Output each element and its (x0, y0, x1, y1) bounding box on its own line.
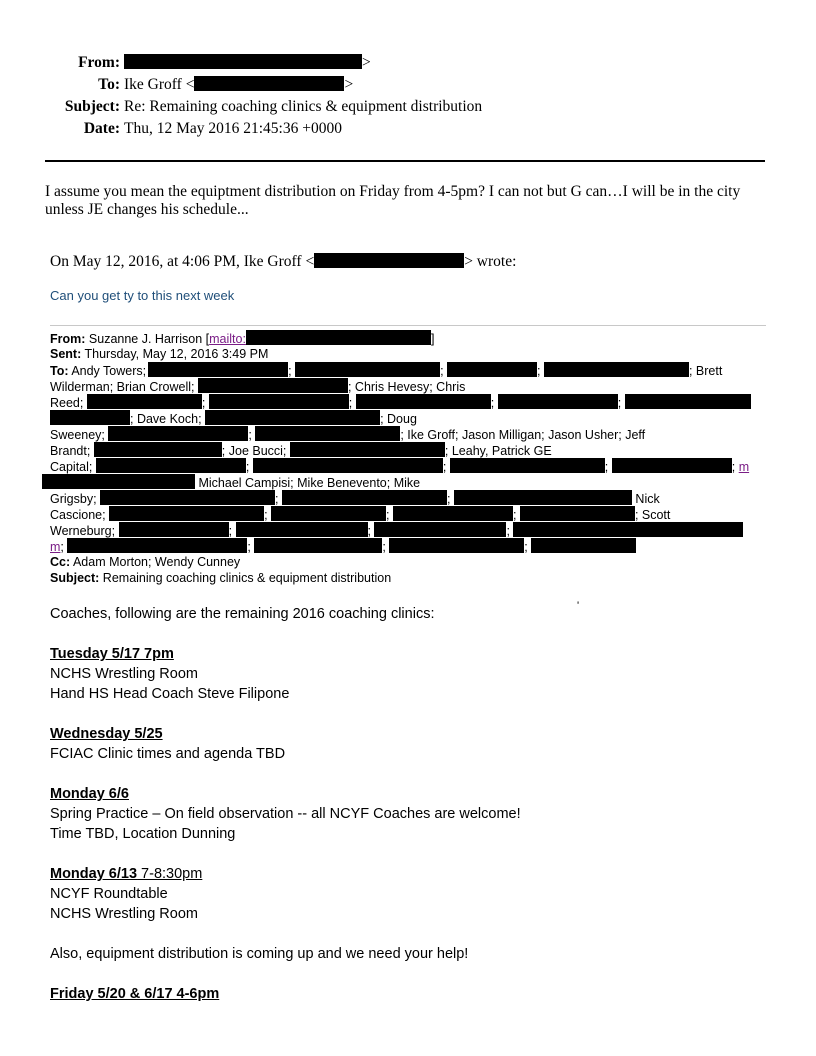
clinic-heading: Monday 6/13 7-8:30pm (50, 866, 203, 882)
redaction (50, 410, 130, 425)
original-from-row: From: Suzanne J. Harrison [mailto: ] (50, 332, 435, 346)
clinics-section (50, 604, 766, 1004)
recipient-line: m; ; ; ; (50, 538, 766, 554)
redaction (450, 458, 605, 473)
redaction (205, 410, 380, 425)
subject-row (40, 96, 482, 118)
redaction (194, 76, 344, 91)
clinic-heading: Monday 6/6 (50, 786, 129, 802)
redaction (513, 522, 743, 537)
redaction (198, 378, 348, 393)
from-label: From: (78, 54, 120, 71)
clinic-line: NCHS Wrestling Room (50, 906, 198, 922)
redaction (520, 506, 635, 521)
clinic-line: Time TBD, Location Dunning (50, 826, 236, 842)
clinic-heading: Tuesday 5/17 7pm (50, 646, 174, 662)
redaction (253, 458, 443, 473)
redaction (109, 506, 264, 521)
reply-body: I assume you mean the equiptment distribution on Friday from 4-5pm? I can not but G can…I will be in the city unless JE changes his schedule... (45, 183, 741, 218)
redaction (290, 442, 445, 457)
quote-intro: On May 12, 2016, at 4:06 PM, Ike Groff < > wrote: (50, 253, 517, 270)
email-link[interactable]: m (738, 460, 750, 474)
redaction (209, 394, 349, 409)
redaction (124, 54, 362, 69)
redaction (393, 506, 513, 521)
redaction (612, 458, 732, 473)
clinic-heading: Wednesday 5/25 (50, 726, 163, 742)
original-cc-row: Cc: Adam Morton; Wendy Cunney (50, 555, 241, 569)
clinic-line: NCYF Roundtable (50, 886, 168, 902)
header-divider (45, 160, 765, 162)
original-subject-row: Subject: Remaining coaching clinics & equipment distribution (50, 571, 392, 585)
redaction (87, 394, 202, 409)
equipment-note: Also, equipment distribution is coming up and we need your help! (50, 946, 469, 962)
redaction (454, 490, 632, 505)
recipient-line: Werneburg; ; ; ; (50, 522, 766, 538)
redaction (374, 522, 506, 537)
redaction (42, 474, 195, 489)
to-name: Ike Groff < (124, 76, 195, 93)
redaction (531, 538, 636, 553)
redaction (498, 394, 618, 409)
stray-mark: ' (577, 600, 580, 612)
email-header (40, 52, 482, 140)
redaction (295, 362, 440, 377)
subject-label: Subject: (64, 98, 120, 115)
recipient-line: Sweeney; ; ; Ike Groff; Jason Milligan; Jason Usher; Jeff (50, 428, 646, 442)
redaction (108, 426, 248, 441)
redaction (544, 362, 689, 377)
redaction (96, 458, 246, 473)
redaction (119, 522, 229, 537)
original-header (50, 330, 766, 586)
forward-note: Can you get ty to this next week (50, 288, 235, 303)
quote-divider (50, 325, 766, 326)
recipient-line: Grigsby; ; ; Nick (50, 492, 660, 506)
clinic-line: Spring Practice – On field observation -- all NCYF Coaches are welcome! (50, 806, 521, 822)
clinic-line: Hand HS Head Coach Steve Filipone (50, 686, 290, 702)
redaction (282, 490, 447, 505)
friday-heading: Friday 5/20 & 6/17 4-6pm (50, 986, 220, 1002)
redaction (67, 538, 247, 553)
recipient-line: Michael Campisi; Mike Benevento; Mike (42, 474, 766, 490)
date-text: Thu, 12 May 2016 21:45:36 +0000 (124, 120, 342, 137)
to-row: To: Ike Groff < > (40, 74, 482, 96)
date-label: Date: (83, 120, 120, 137)
redaction (356, 394, 491, 409)
redaction (314, 253, 464, 268)
from-row: From: > (40, 52, 482, 74)
to-label: To: (98, 76, 120, 93)
email-link[interactable]: m (50, 540, 61, 554)
redaction (236, 522, 368, 537)
original-sent-row: Sent: Thursday, May 12, 2016 3:49 PM (50, 347, 269, 361)
redaction (389, 538, 524, 553)
redaction (148, 362, 288, 377)
date-row (40, 118, 482, 140)
clinic-line: NCHS Wrestling Room (50, 666, 198, 682)
mailto-link[interactable]: mailto: (209, 332, 246, 346)
clinic-line: FCIAC Clinic times and agenda TBD (50, 746, 286, 762)
redaction (255, 426, 400, 441)
subject-text: Re: Remaining coaching clinics & equipment distribution (124, 98, 483, 115)
recipient-line: Brandt; ; Joe Bucci; ; Leahy, Patrick GE (50, 444, 552, 458)
redaction (246, 330, 431, 345)
original-to-row: To: Andy Towers; ; ; ; ; Brett (50, 364, 723, 378)
recipient-line: Capital; ; ; ; ; m (50, 460, 750, 474)
redaction (625, 394, 751, 409)
recipient-line: Cascione; ; ; ; ; Scott (50, 508, 671, 522)
clinics-intro: Coaches, following are the remaining 2016 coaching clinics: (50, 606, 435, 622)
redaction (447, 362, 537, 377)
redaction (100, 490, 275, 505)
recipient-line: Reed; ; ; ; ; (50, 394, 766, 410)
redaction (94, 442, 222, 457)
redaction (271, 506, 386, 521)
redaction (254, 538, 382, 553)
recipient-line: Wilderman; Brian Crowell; ; Chris Hevesy; Chris (50, 380, 466, 394)
recipient-line: ; Dave Koch; ; Doug (50, 410, 766, 426)
